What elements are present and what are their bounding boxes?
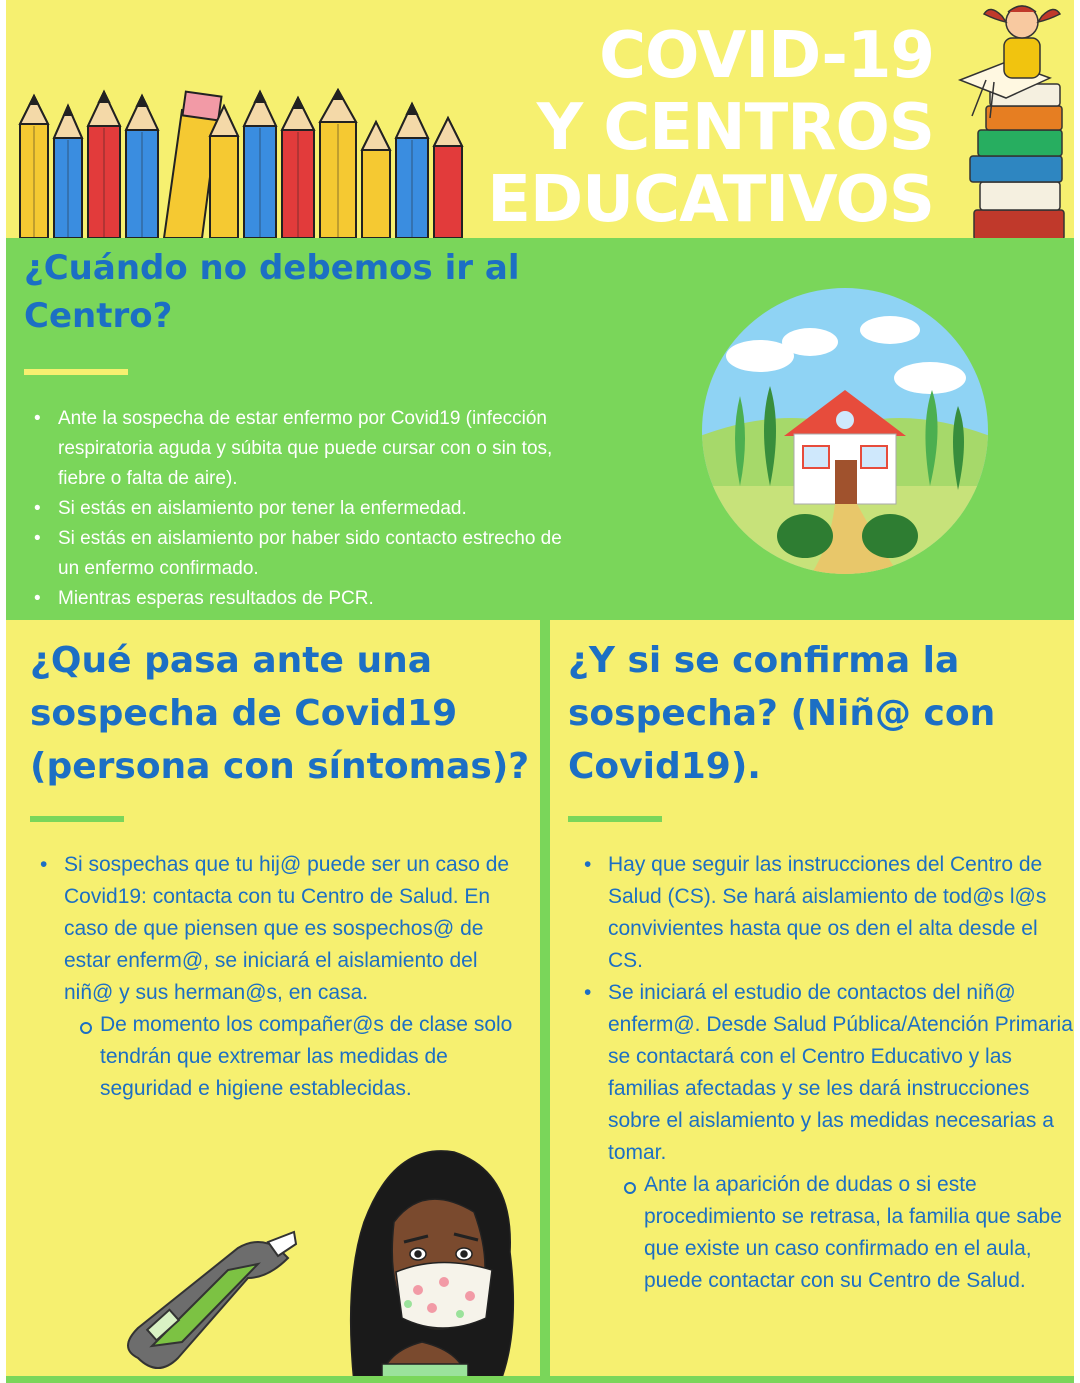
section1-list — [28, 404, 568, 614]
girl-on-books-illustration — [950, 0, 1074, 246]
section3-heading-line-1: ¿Y si se confirma la — [568, 640, 960, 681]
list-item: • Mientras esperas resultados de PCR. — [28, 584, 568, 614]
section3-heading-line-3: Covid19). — [568, 746, 761, 787]
section2-heading-line-2: sospecha de Covid19 — [30, 693, 458, 734]
section2-heading — [30, 634, 530, 793]
section-when-not-to-go — [6, 238, 1074, 620]
list-item: • Si estás en aislamiento por haber sido contacto estrecho de un enfermo confirmado. — [28, 524, 568, 584]
section2-divider — [30, 816, 124, 822]
list-item: • Si estás en aislamiento por tener la enfermedad. — [28, 494, 568, 524]
section1-heading-line-1: ¿Cuándo no debemos ir al — [24, 248, 520, 288]
section3-heading-line-2: sospecha? (Niñ@ con — [568, 693, 996, 734]
woman-with-mask-illustration — [324, 1142, 520, 1383]
infographic-page — [6, 0, 1074, 1383]
sub-list-item: Ante la aparición de dudas o si este procedimiento se retrasa, la familia que sabe que existe un caso confirmado en el aula, puede contactar con su Centro de Salud. — [584, 1169, 1074, 1297]
section2-heading-line-3: (persona con síntomas)? — [30, 746, 530, 787]
list-item: • Ante la sospecha de estar enfermo por Covid19 (infección respiratoria aguda y súbita que puede cursar con o sin tos, fiebre o falta de aire). — [28, 404, 568, 494]
section2-list — [40, 849, 520, 1105]
vertical-divider — [540, 620, 550, 1383]
section1-heading — [24, 244, 584, 340]
sub-list-item: De momento los compañer@s de clase solo tendrán que extremar las medidas de seguridad e higiene establecidas. — [40, 1009, 520, 1105]
section2-heading-line-1: ¿Qué pasa ante una — [30, 640, 433, 681]
list-item: • Hay que seguir las instrucciones del Centro de Salud (CS). Se hará aislamiento de tod@s l@s convivientes hasta que os den el alta desde el CS. — [584, 849, 1074, 977]
thermometer-illustration — [118, 1218, 298, 1378]
title-line-3: EDUCATIVOS — [487, 163, 934, 237]
house-illustration — [700, 286, 990, 576]
title-line-1: COVID-19 — [599, 19, 934, 93]
list-item: • Se iniciará el estudio de contactos del niñ@ enferm@. Desde Salud Pública/Atención Primaria se contactará con el Centro Educativo y las familias afectadas y se les dará instrucciones sobre el aislamiento y las medidas necesarias a tomar. — [584, 977, 1074, 1169]
section1-divider — [24, 369, 128, 375]
title-line-2: Y CENTROS — [536, 91, 934, 165]
section1-heading-line-2: Centro? — [24, 296, 173, 336]
bottom-border — [6, 1376, 1074, 1383]
main-title — [487, 20, 934, 236]
section3-heading — [568, 634, 1068, 793]
section3-divider — [568, 816, 662, 822]
header — [6, 0, 1074, 238]
section-confirmed — [550, 620, 1074, 1383]
list-item: • Si sospechas que tu hij@ puede ser un caso de Covid19: contacta con tu Centro de Salud. En caso de que piensen que es sospechos@ de estar enferm@, se iniciará el aislamiento del niñ@ y sus herman@s, en casa. — [40, 849, 520, 1009]
pencils-illustration — [12, 86, 468, 238]
section3-list — [584, 849, 1074, 1297]
